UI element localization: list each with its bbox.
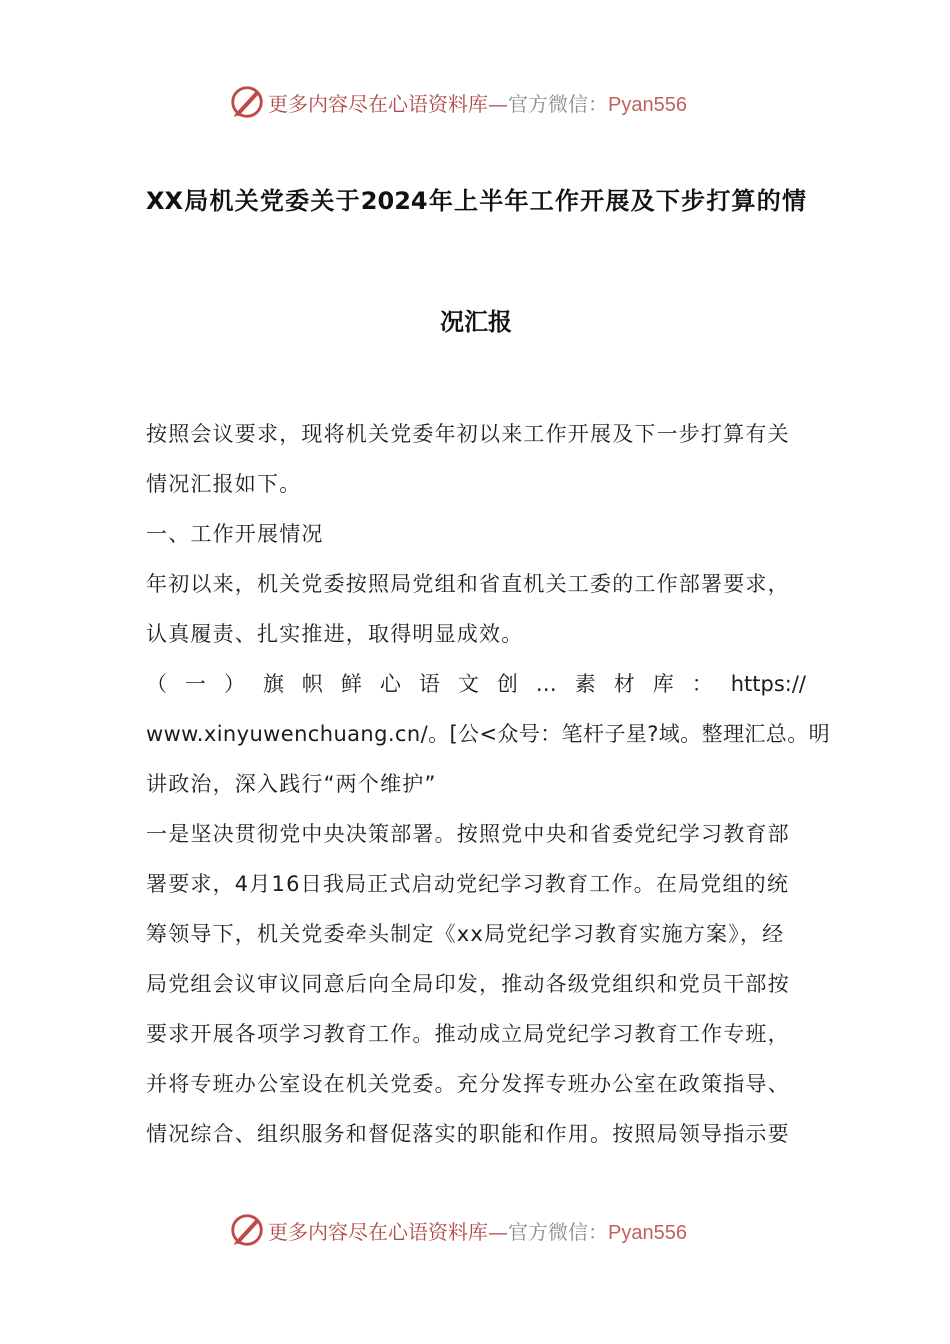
body-line: 讲政治，深入践行“两个维护”	[146, 772, 437, 796]
document-title-line-2: 况汇报	[440, 308, 512, 336]
pen-logo-icon	[228, 83, 266, 121]
watermark-wechat-label: 官方微信：	[508, 1219, 608, 1244]
watermark-text: 更多内容尽在心语资料库—	[268, 1219, 508, 1244]
watermark-wechat-label: 官方微信：	[508, 91, 608, 116]
body-line-url: www.xinyuwenchuang.cn/。[公<众号：笔杆子星?域。整理汇总。明	[146, 722, 830, 746]
footer-watermark	[228, 1210, 748, 1250]
body-line: 按照会议要求，现将机关党委年初以来工作开展及下一步打算有关	[146, 422, 790, 446]
body-line: 局党组会议审议同意后向全局印发，推动各级党组织和党员干部按	[146, 972, 790, 996]
body-line: 筹领导下，机关党委牵头制定《xx局党纪学习教育实施方案》，经	[146, 922, 785, 946]
document-title-line-1: XX局机关党委关于2024年上半年工作开展及下步打算的情	[146, 187, 806, 215]
body-line: 并将专班办公室设在机关党委。充分发挥专班办公室在政策指导、	[146, 1072, 790, 1096]
body-line: 情况汇报如下。	[146, 472, 302, 496]
subsection-heading: （一）旗帜鲜心语文创…素材库：https://	[146, 672, 806, 696]
body-line: 署要求，4月16日我局正式启动党纪学习教育工作。在局党组的统	[146, 872, 790, 896]
watermark-text: 更多内容尽在心语资料库—	[268, 91, 508, 116]
body-line: 年初以来，机关党委按照局党组和省直机关工委的工作部署要求，	[146, 572, 790, 596]
body-line: 一是坚决贯彻党中央决策部署。按照党中央和省委党纪学习教育部	[146, 822, 790, 846]
pen-logo-icon	[228, 1211, 266, 1249]
section-heading: 一、工作开展情况	[146, 522, 324, 546]
body-line: 要求开展各项学习教育工作。推动成立局党纪学习教育工作专班，	[146, 1022, 790, 1046]
body-line: 情况综合、组织服务和督促落实的职能和作用。按照局领导指示要	[146, 1122, 790, 1146]
body-line: 认真履责、扎实推进，取得明显成效。	[146, 622, 524, 646]
header-watermark	[228, 82, 748, 122]
watermark-wechat-id: Pyan556	[608, 93, 687, 116]
watermark-wechat-id: Pyan556	[608, 1221, 687, 1244]
